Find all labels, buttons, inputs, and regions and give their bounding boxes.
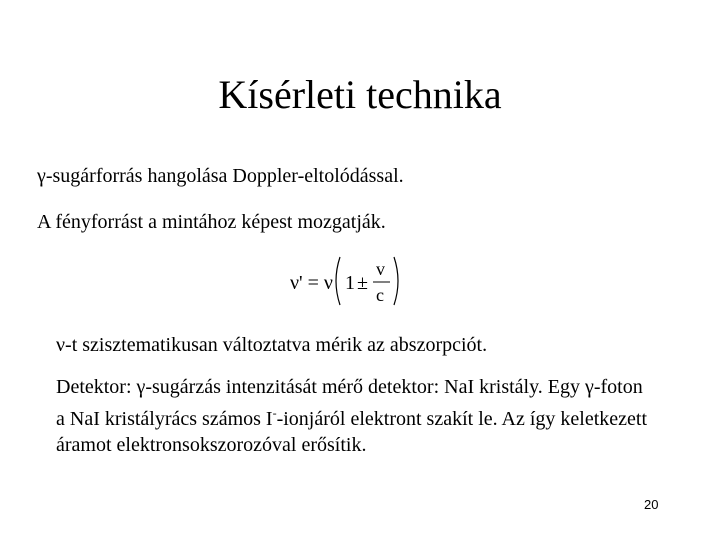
page-number: 20 [644,497,659,512]
superscript-minus: - [272,406,277,420]
right-paren [394,257,398,305]
formula-graphic [290,253,410,309]
text-line-absorption: ν-t szisztematikusan változtatva mérik az abszorpciót. [56,334,488,356]
detector-text-part1: Detektor: γ-sugárzás intenzitását mérő detektor: NaI kristály. Egy γ-foton a NaI kristályrács számos I [56,376,643,430]
text-line-source-tuning: γ-sugárforrás hangolása Doppler-eltolódással. [37,165,404,187]
doppler-formula [290,253,410,309]
left-paren [336,257,340,305]
formula-plus-minus: ± [357,272,368,294]
detector-text-part2: -ionjáról elektront szakít le. Az így keletkezett áramot elektronsokszorozóval erősítik. [56,408,648,456]
formula-lhs: ν' = ν [290,272,333,294]
formula-denominator: c [376,285,384,305]
text-line-source-moving: A fényforrást a mintához képest mozgatják. [37,211,386,233]
formula-numerator: v [376,259,385,279]
slide-title: Kísérleti technika [218,72,502,117]
formula-one: 1 [345,272,355,294]
detector-paragraph [56,374,656,458]
